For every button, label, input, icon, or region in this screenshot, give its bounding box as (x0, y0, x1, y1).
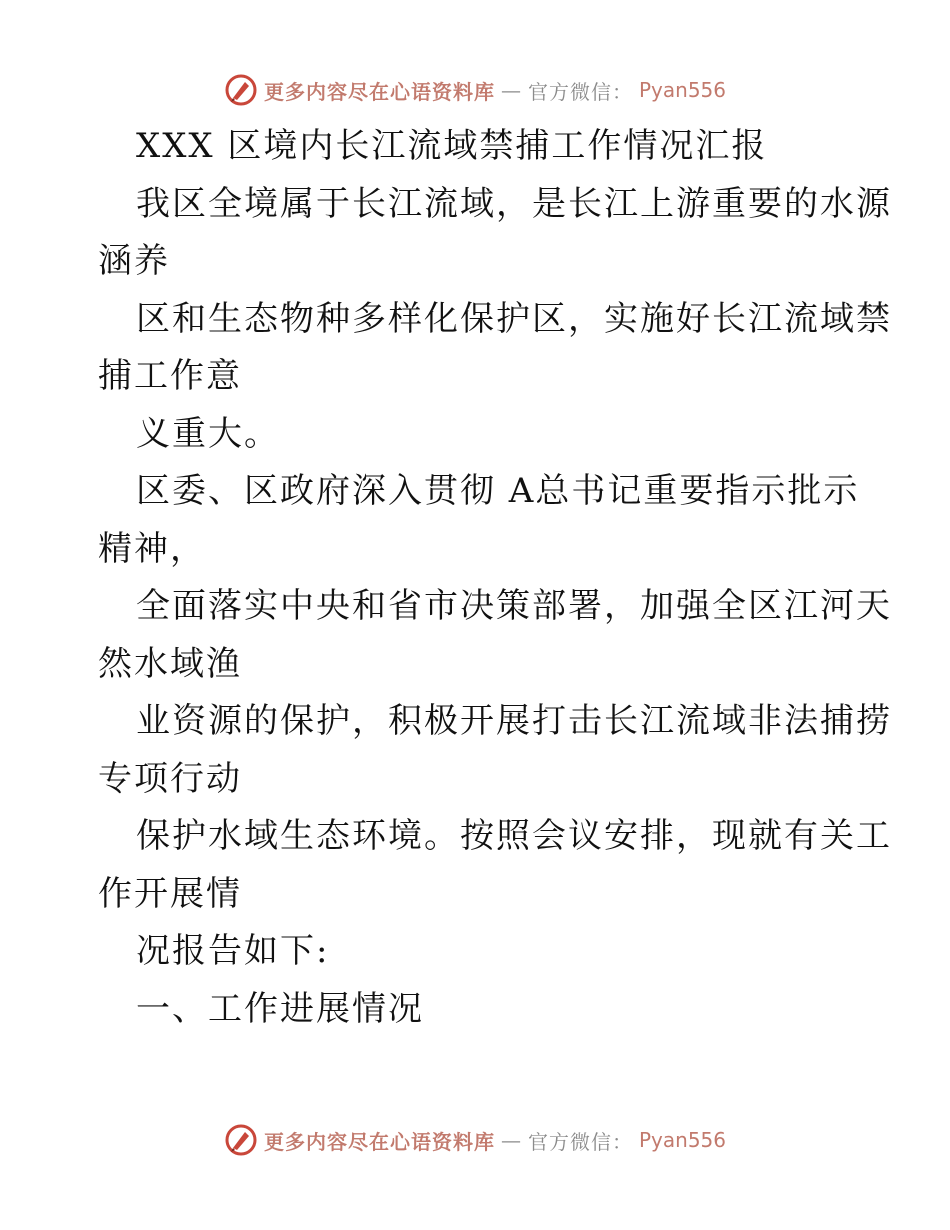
watermark-title: 更多内容尽在心语资料库 (263, 79, 495, 104)
document-title: XXX 区境内长江流域禁捕工作情况汇报 (136, 126, 768, 166)
paragraph-line: 保护水域生态环境。按照会议安排，现就有关工 (136, 816, 892, 856)
paragraph-line: 区委、区政府深入贯彻 A总书记重要指示批示 (136, 471, 860, 511)
paragraph-line: 专项行动 (98, 758, 242, 799)
paragraph-line: 然水域渔 (98, 643, 242, 684)
footer-watermark (0, 1120, 950, 1160)
watermark-label: 官方微信： (527, 79, 633, 104)
watermark-wechat: Pyan556 (638, 78, 726, 102)
document-body (98, 118, 892, 1038)
paragraph-line: 捕工作意 (98, 356, 242, 396)
watermark-wechat: Pyan556 (638, 1128, 726, 1152)
header-watermark (0, 70, 950, 110)
paragraph-line: 涵养 (98, 241, 170, 281)
paragraph-line: 义重大。 (136, 413, 280, 454)
paragraph-line: 况报告如下: (136, 931, 330, 971)
pen-logo-icon (224, 1123, 258, 1157)
watermark-label: 官方微信： (527, 1129, 633, 1154)
paragraph-line: 业资源的保护，积极开展打击长江流域非法捕捞 (136, 701, 892, 741)
paragraph-line: 精神， (98, 528, 206, 569)
watermark-title: 更多内容尽在心语资料库 (263, 1129, 495, 1154)
paragraph-line: 我区全境属于长江流域，是长江上游重要的水源 (136, 183, 892, 224)
watermark-dash: — (500, 78, 522, 102)
watermark-dash: — (500, 1128, 522, 1152)
paragraph-line: 区和生态物种多样化保护区，实施好长江流域禁 (136, 298, 892, 339)
section-heading: 一、工作进展情况 (136, 988, 424, 1029)
pen-logo-icon (224, 73, 258, 107)
paragraph-line: 全面落实中央和省市决策部署，加强全区江河天 (136, 586, 892, 626)
paragraph-line: 作开展情 (98, 873, 242, 914)
